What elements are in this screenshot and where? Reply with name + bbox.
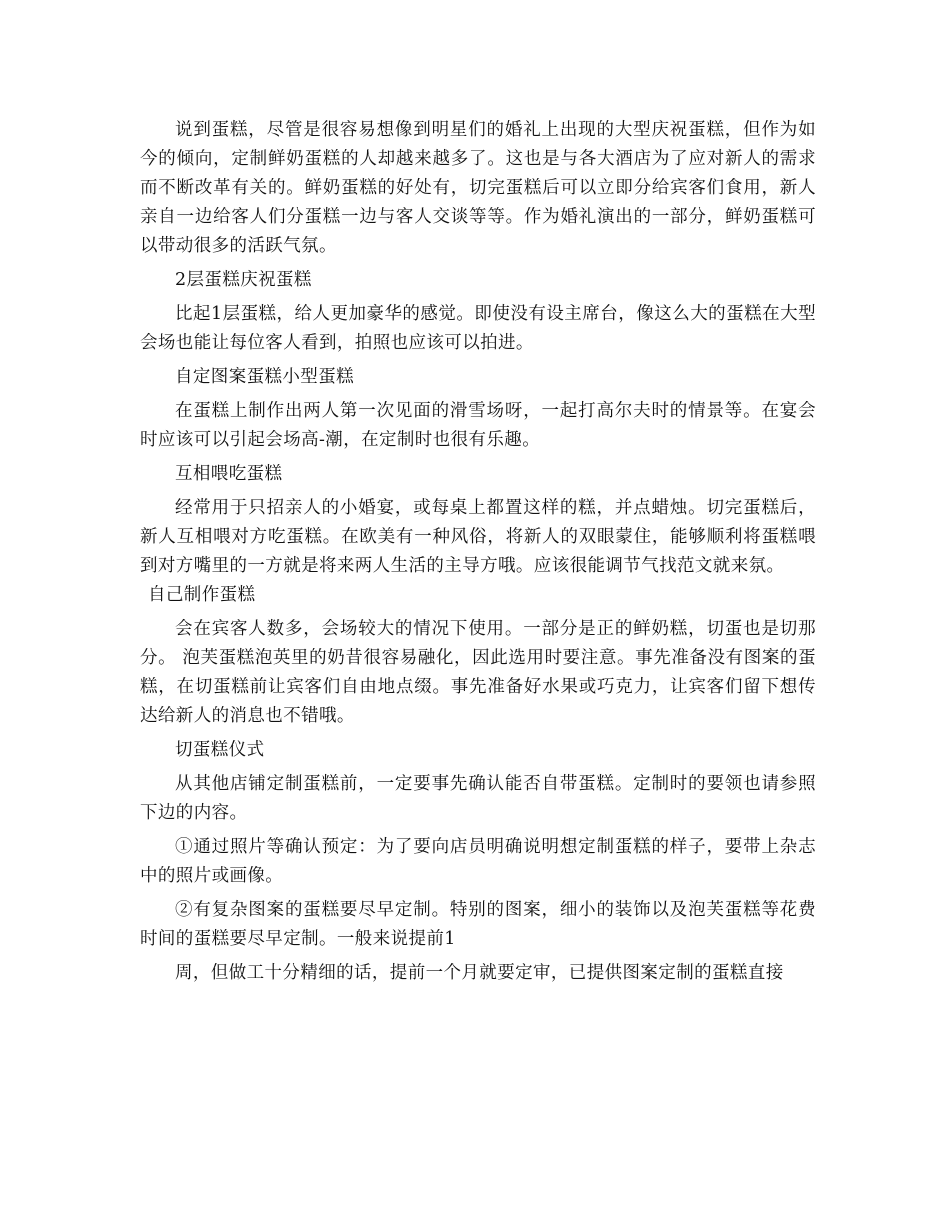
document-page	[140, 116, 816, 988]
paragraph-cake-ceremony: 从其他店铺定制蛋糕前，一定要事先确认能否自带蛋糕。定制时的要领也请参照下边的内容。	[140, 774, 816, 823]
heading-custom-pattern-cake: 自定图案蛋糕小型蛋糕	[175, 367, 354, 387]
heading-two-tier-cake: 2层蛋糕庆祝蛋糕	[175, 270, 312, 290]
heading-cake-ceremony: 切蛋糕仪式	[175, 740, 265, 760]
heading-diy-cake: 自己制作蛋糕	[148, 585, 256, 605]
paragraph-intro: 说到蛋糕，尽管是很容易想像到明星们的婚礼上出现的大型庆祝蛋糕，但作为如今的倾向，定制鲜奶蛋糕的人却越来越多了。这也是与各大酒店为了应对新人的需求而不断改革有关的。鲜奶蛋糕的好处有，切完蛋糕后可以立即分给宾客们食用，新人亲自一边给客人们分蛋糕一边与客人交谈等等。作为婚礼演出的一部分，鲜奶蛋糕可以带动很多的活跃气氛。	[140, 120, 816, 256]
paragraph-diy-cake: 会在宾客人数多，会场较大的情况下使用。一部分是正的鲜奶糕，切蛋也是切那分。 泡芙蛋糕泡英里的奶昔很容易融化，因此选用时要注意。事先准备没有图案的蛋糕，在切蛋糕前让宾客们自由地点缀。事先准备好水果或巧克力，让宾客们留下想传达给新人的消息也不错哦。	[140, 619, 816, 726]
heading-feeding-cake: 互相喂吃蛋糕	[175, 464, 283, 484]
paragraph-tip-photo: ①通过照片等确认预定：为了要向店员明确说明想定制蛋糕的样子，要带上杂志中的照片或画像。	[140, 837, 816, 886]
paragraph-tip-lead-time: 周，但做工十分精细的话，提前一个月就要定审，已提供图案定制的蛋糕直接	[175, 963, 784, 983]
paragraph-two-tier-cake: 比起1层蛋糕，给人更加豪华的感觉。即使没有设主席台，像这么大的蛋糕在大型会场也能让每位客人看到，拍照也应该可以拍进。	[140, 304, 816, 353]
paragraph-custom-pattern-cake: 在蛋糕上制作出两人第一次见面的滑雪场呀，一起打高尔夫时的情景等。在宴会时应该可以引起会场高-潮，在定制时也很有乐趣。	[140, 401, 816, 450]
paragraph-feeding-cake: 经常用于只招亲人的小婚宴，或每桌上都置这样的糕，并点蜡烛。切完蛋糕后，新人互相喂对方吃蛋糕。在欧美有一种风俗，将新人的双眼蒙住，能够顺利将蛋糕喂到对方嘴里的一方就是将来两人生活的主导方哦。应该很能调节气找范文就来氛。	[140, 498, 816, 576]
paragraph-tip-early-order: ②有复杂图案的蛋糕要尽早定制。特别的图案，细小的装饰以及泡芙蛋糕等花费时间的蛋糕要尽早定制。一般来说提前1	[140, 900, 816, 949]
